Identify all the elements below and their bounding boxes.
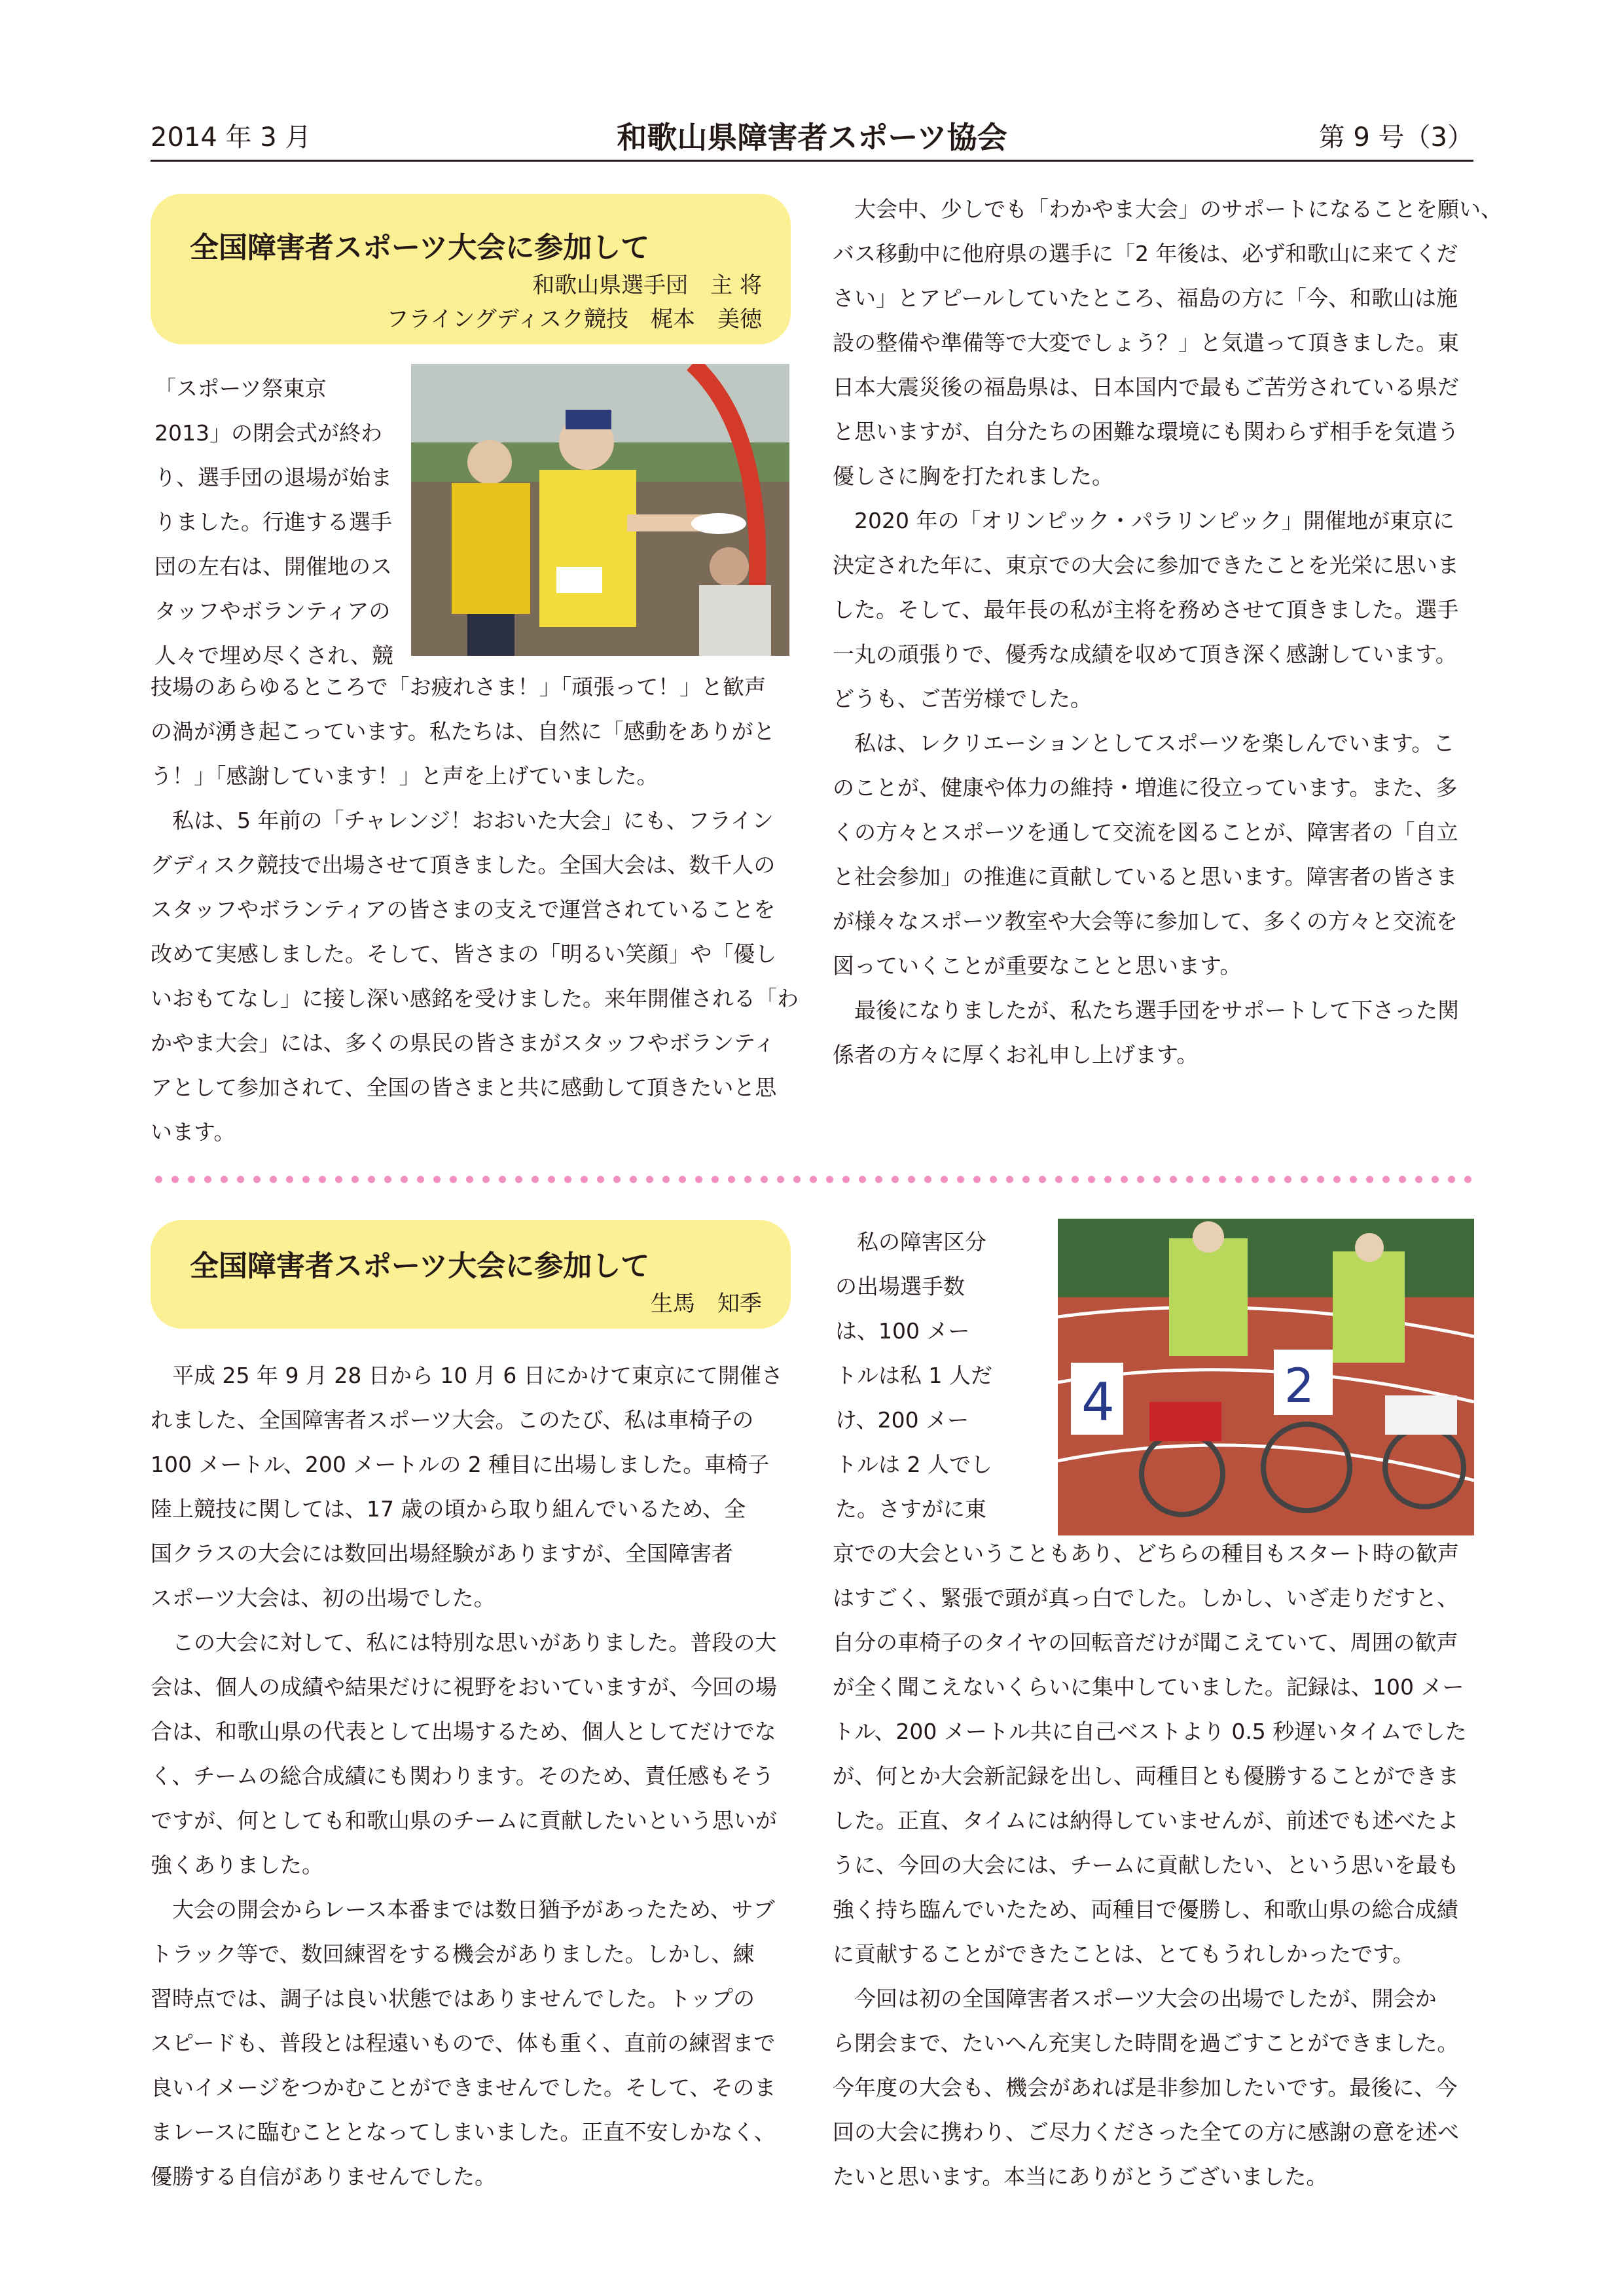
text-line: 私の障害区分 <box>835 1229 986 1255</box>
text-line: 優しさに胸を打たれました。 <box>833 463 1113 489</box>
text-line: はすごく、緊張で頭が真っ白でした。しかし、いざ走りだすと、 <box>833 1585 1459 1611</box>
text-line: スポーツ大会は、初の出場でした。 <box>151 1585 496 1611</box>
text-line: 人々で埋め尽くされ、競 <box>154 643 393 668</box>
text-line: たいと思います。本当にありがとうございました。 <box>833 2164 1328 2189</box>
text-line: 最後になりましたが、私たち選手団をサポートして下さった関 <box>833 997 1459 1023</box>
text-line: 強くありました。 <box>151 1852 323 1878</box>
text-line: 京での大会ということもあり、どちらの種目もスタート時の歓声 <box>833 1541 1459 1566</box>
flying-disc-athlete-photo <box>411 364 789 656</box>
article2-title-box <box>151 1220 791 1329</box>
text-line: う！」「感謝しています！」と声を上げていました。 <box>151 763 659 789</box>
text-line: した。そして、最年長の私が主将を務めさせて頂きました。選手 <box>833 597 1459 622</box>
text-line: ですが、何としても和歌山県のチームに貢献したいという思いが <box>151 1808 777 1833</box>
text-line: ら閉会まで、たいへん充実した時間を過ごすことができました。 <box>833 2030 1459 2056</box>
text-line: 100 メートル、200 メートルの 2 種目に出場しました。車椅子 <box>151 1452 770 1477</box>
text-line: 今回は初の全国障害者スポーツ大会の出場でしたが、開会か <box>833 1986 1437 2011</box>
text-line: 回の大会に携わり、ご尽力くださった全ての方に感謝の意を述べ <box>833 2119 1459 2145</box>
text-line: 日本大震災後の福島県は、日本国内で最もご苦労されている県だ <box>833 374 1459 400</box>
text-line: 私は、5 年前の「チャレンジ！おおいた大会」にも、フライン <box>151 808 774 833</box>
text-line: 2020 年の「オリンピック・パラリンピック」開催地が東京に <box>833 508 1454 533</box>
text-line: 図っていくことが重要なことと思います。 <box>833 953 1242 978</box>
text-line: まレースに臨むこととなってしまいました。正直不安しかなく、 <box>151 2119 776 2145</box>
text-line: いおもてなし」に接し深い感銘を受けました。来年開催される「わ <box>151 986 799 1011</box>
text-line: 2013」の閉会式が終わ <box>154 420 382 446</box>
text-line: た。さすがに東 <box>835 1496 986 1522</box>
text-line: 係者の方々に厚くお礼申し上げます。 <box>833 1042 1199 1067</box>
text-line: グディスク競技で出場させて頂きました。全国大会は、数千人の <box>151 852 776 878</box>
text-line: 大会中、少しでも「わかやま大会」のサポートになることを願い、 <box>833 196 1502 222</box>
text-line: のことが、健康や体力の維持・増進に役立っています。また、多 <box>833 775 1458 800</box>
issue-date: 2014 年 3 月 <box>151 122 312 152</box>
article1-title-box <box>151 194 791 344</box>
article2-author: 生馬 知季 <box>651 1291 762 1317</box>
text-line: トルは 2 人でし <box>835 1452 992 1477</box>
text-line: 今年度の大会も、機会があれば是非参加したいです。最後に、今 <box>833 2075 1458 2100</box>
article2-right-text <box>833 1532 1474 2199</box>
header-rule <box>151 160 1473 162</box>
text-line: アとして参加されて、全国の皆さまと共に感動して頂きたいと思 <box>151 1075 777 1100</box>
text-line: バス移動中に他府県の選手に「2 年後は、必ず和歌山に来てくだ <box>833 241 1458 266</box>
text-line: うに、今回の大会には、チームに貢献したい、という思いを最も <box>833 1852 1459 1878</box>
text-line: と思いますが、自分たちの困難な環境にも関わらず相手を気遣う <box>833 419 1459 444</box>
article2-intro-text <box>835 1220 1051 1532</box>
text-line: した。正直、タイムには納得していませんが、前述でも述べたよ <box>833 1808 1459 1833</box>
article1-intro-text <box>154 367 398 678</box>
svg-text:2: 2 <box>1284 1358 1314 1413</box>
article1-right-text <box>833 187 1502 1077</box>
text-line: 優勝する自信がありませんでした。 <box>151 2164 496 2189</box>
text-line: かやま大会」には、多くの県民の皆さまがスタッフやボランティ <box>151 1030 776 1056</box>
article1-title: 全国障害者スポーツ大会に参加して <box>190 231 650 264</box>
text-line: 「スポーツ祭東京 <box>154 376 327 401</box>
text-line: 陸上競技に関しては、17 歳の頃から取り組んでいるため、全 <box>151 1496 746 1522</box>
text-line: と社会参加」の推進に貢献していると思います。障害者の皆さま <box>833 864 1458 889</box>
text-line: 改めて実感しました。そして、皆さまの「明るい笑顔」や「優し <box>151 941 777 967</box>
organization-name: 和歌山県障害者スポーツ協会 <box>617 120 1007 155</box>
text-line: タッフやボランティアの <box>154 598 391 624</box>
text-line: さい」とアピールしていたところ、福島の方に「今、和歌山は施 <box>833 285 1458 311</box>
text-line: 合は、和歌山県の代表として出場するため、個人としてだけでな <box>151 1719 776 1744</box>
svg-text:4: 4 <box>1081 1372 1115 1433</box>
article2-title: 全国障害者スポーツ大会に参加して <box>190 1249 650 1283</box>
text-line: 設の整備や準備等で大変でしょう？」と気遣って頂きました。東 <box>833 330 1459 355</box>
text-line: 良いイメージをつかむことができませんでした。そして、そのま <box>151 2075 776 2100</box>
text-line: の渦が湧き起こっています。私たちは、自然に「感動をありがと <box>151 719 775 744</box>
article1-body-text <box>151 665 799 1155</box>
text-line: に貢献することができたことは、とてもうれしかったです。 <box>833 1941 1415 1967</box>
text-line: います。 <box>151 1119 236 1145</box>
text-line: 大会の開会からレース本番までは数日猶予があったため、サブ <box>151 1897 775 1922</box>
text-line: 国クラスの大会には数回出場経験がありますが、全国障害者 <box>151 1541 734 1566</box>
text-line: くの方々とスポーツを通して交流を図ることが、障害者の「自立 <box>833 819 1458 845</box>
wheelchair-race-photo <box>1058 1219 1474 1535</box>
text-line: スピードも、普段とは程遠いもので、体も重く、直前の練習まで <box>151 2030 776 2056</box>
text-line: 平成 25 年 9 月 28 日から 10 月 6 日にかけて東京にて開催さ <box>151 1363 783 1388</box>
text-line: トル、200 メートル共に自己ベストより 0.5 秒遅いタイムでした <box>833 1719 1467 1744</box>
article1-author-role: 和歌山県選手団 主 将 <box>532 272 762 298</box>
text-line: この大会に対して、私には特別な思いがありました。普段の大 <box>151 1630 777 1655</box>
text-line: り、選手団の退場が始ま <box>154 465 392 490</box>
text-line: の出場選手数 <box>835 1274 965 1299</box>
text-line: 一丸の頑張りで、優秀な成績を収めて頂き深く感謝しています。 <box>833 641 1457 667</box>
text-line: 私は、レクリエーションとしてスポーツを楽しんでいます。こ <box>833 730 1455 756</box>
text-line: 技場のあらゆるところで「お疲れさま！」「頑張って！」と歓声 <box>151 674 767 700</box>
section-divider <box>151 1175 1473 1183</box>
article2-left-text <box>151 1354 792 2199</box>
text-line: は、100 メー <box>835 1318 970 1344</box>
text-line: が全く聞こえないくらいに集中していました。記録は、100 メー <box>833 1674 1464 1700</box>
text-line: 自分の車椅子のタイヤの回転音だけが聞こえていて、周囲の歓声 <box>833 1630 1458 1655</box>
text-line: りました。行進する選手 <box>154 509 392 535</box>
text-line: け、200 メー <box>835 1407 969 1433</box>
text-line: トラック等で、数回練習をする機会がありました。しかし、練 <box>151 1941 755 1967</box>
text-line: 会は、個人の成績や結果だけに視野をおいていますが、今回の場 <box>151 1674 777 1700</box>
text-line: スタッフやボランティアの皆さまの支えで運営されていることを <box>151 897 776 922</box>
text-line: トルは私 1 人だ <box>835 1363 992 1388</box>
text-line: れました、全国障害者スポーツ大会。このたび、私は車椅子の <box>151 1407 754 1433</box>
text-line: が、何とか大会新記録を出し、両種目とも優勝することができま <box>833 1763 1459 1789</box>
text-line: 習時点では、調子は良い状態ではありませんでした。トップの <box>151 1986 755 2011</box>
text-line: 決定された年に、東京での大会に参加できたことを光栄に思いま <box>833 552 1459 578</box>
text-line: どうも、ご苦労様でした。 <box>833 686 1092 711</box>
article1-author-name: フライングディスク競技 梶本 美徳 <box>386 306 762 332</box>
text-line: 団の左右は、開催地のス <box>154 554 392 579</box>
text-line: 強く持ち臨んでいたため、両種目で優勝し、和歌山県の総合成績 <box>833 1897 1458 1922</box>
text-line: く、チームの総合成績にも関わります。そのため、責任感もそう <box>151 1763 774 1789</box>
issue-number: 第 9 号（3） <box>1318 122 1473 152</box>
text-line: が様々なスポーツ教室や大会等に参加して、多くの方々と交流を <box>833 908 1458 934</box>
